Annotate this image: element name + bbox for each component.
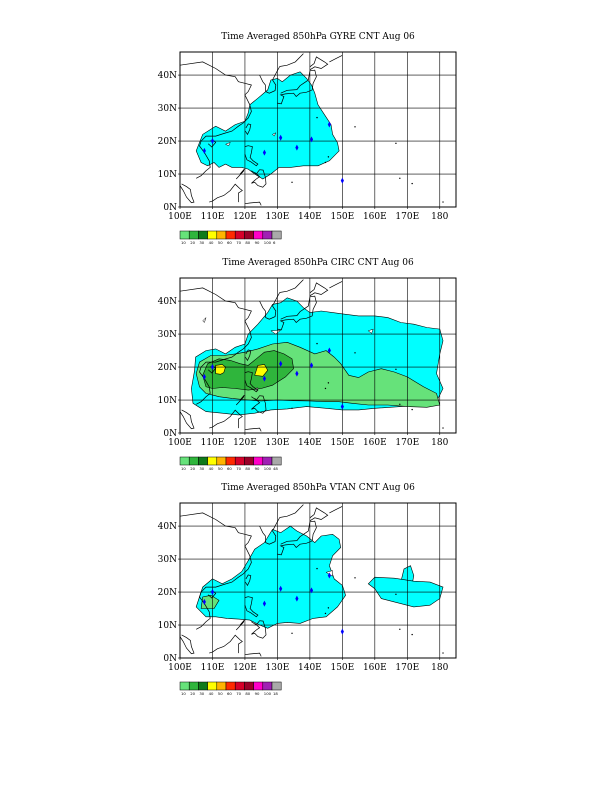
colorbar-label: 50 [217,240,223,245]
colorbar-swatch [180,457,189,465]
island [399,404,400,405]
colorbar-label: 40 [208,466,214,471]
lon-tick-label: 130E [265,438,290,448]
island [291,182,292,183]
lon-tick-label: 110E [200,212,225,222]
colorbar-swatch [198,231,207,239]
island [395,143,396,144]
lat-tick-label: 20N [157,588,177,599]
colorbar-swatch [244,231,253,239]
colorbar-swatch [226,457,235,465]
island [411,409,412,410]
colorbar-swatch [198,682,207,690]
colorbar-label: 10 [181,691,186,696]
colorbar-swatch [198,457,207,465]
shaded-region-yellow [216,364,226,374]
lon-tick-label: 110E [200,663,225,673]
lon-tick-label: 160E [362,438,387,448]
colorbar-swatch [235,231,244,239]
island [325,162,326,163]
colorbar-label: 50 [217,691,223,696]
colorbar-label: 80 [245,240,251,245]
lon-tick-label: 160E [362,212,387,222]
island [291,633,292,634]
colorbar-swatch [208,457,217,465]
island [291,408,292,409]
lon-tick-label: 110E [200,438,225,448]
map-panel-3 [158,503,456,696]
colorbar [180,231,281,245]
colorbar-label: 30 [199,691,205,696]
island [325,613,326,614]
lat-tick-label: 40N [157,297,177,308]
lon-tick-label: 120E [233,663,257,673]
colorbar-label: 10 [181,240,186,245]
lat-tick-label: 0N [163,429,177,439]
lat-tick-label: 10N [157,396,177,407]
colorbar-label: 60 [227,691,232,696]
lat-tick-label: 10N [157,170,177,181]
colorbar-label: 30 [199,240,205,245]
colorbar-label: 20 [190,691,196,696]
lon-tick-label: 130E [265,663,290,673]
colorbar-label: 60 [227,466,232,471]
colorbar-label: 30 [199,466,205,471]
colorbar-label: 20 [190,240,196,245]
colorbar-label: 60 [227,240,232,245]
lon-tick-label: 180 [431,663,449,673]
colorbar-label: 10 [181,466,186,471]
colorbar-label: 100 [263,691,272,696]
map-panel-1 [158,52,456,245]
colorbar-label: 90 [254,691,260,696]
colorbar-swatch [189,457,198,465]
lon-tick-label: 140E [298,212,322,222]
colorbar [180,682,281,696]
lon-tick-label: 160E [362,663,387,673]
lat-tick-label: 20N [157,363,177,374]
island [442,652,443,653]
colorbar-swatch [226,682,235,690]
island [316,568,317,569]
lon-tick-label: 140E [298,663,322,673]
lat-tick-label: 20N [157,137,177,148]
island [442,201,443,202]
colorbar-label: 6 [273,240,276,245]
colorbar-label: 100 [263,466,272,471]
colorbar-swatch [254,231,263,239]
lat-tick-label: 10N [157,621,177,632]
colorbar-label: 40 [208,691,214,696]
lon-tick-label: 100E [168,212,192,222]
colorbar-swatch [208,682,217,690]
colorbar-swatch [226,231,235,239]
lat-tick-label: 40N [157,522,177,533]
island [411,183,412,184]
island [316,343,317,344]
island [354,126,355,127]
island [395,369,396,370]
colorbar-swatch [244,457,253,465]
lat-tick-label: 30N [157,555,177,566]
lon-tick-label: 120E [233,212,257,222]
colorbar-swatch [263,457,272,465]
map-panel-2 [158,278,456,471]
lon-tick-label: 130E [265,212,290,222]
lon-tick-label: 150E [330,212,355,222]
island [328,382,329,383]
lat-tick-label: 30N [157,104,177,115]
colorbar-label: 18 [273,691,278,696]
island [395,594,396,595]
colorbar-label: 48 [273,466,278,471]
island [328,607,329,608]
colorbar-swatch [235,682,244,690]
colorbar-label: 70 [236,691,242,696]
lon-tick-label: 170E [395,438,420,448]
lat-tick-label: 0N [163,203,177,213]
lat-tick-label: 0N [163,654,177,664]
island [354,352,355,353]
island [325,388,326,389]
colorbar-swatch [189,682,198,690]
colorbar-label: 40 [208,240,214,245]
colorbar-swatch [263,682,272,690]
colorbar-label: 90 [254,466,260,471]
island [399,178,400,179]
colorbar-label: 50 [217,466,223,471]
colorbar-swatch [244,682,253,690]
colorbar-label: 80 [245,466,251,471]
colorbar-swatch [208,231,217,239]
lat-tick-label: 30N [157,330,177,341]
lon-tick-label: 180 [431,438,449,448]
colorbar-swatch [235,457,244,465]
colorbar-swatch [263,231,272,239]
lon-tick-label: 100E [168,663,192,673]
lon-tick-label: 170E [395,663,420,673]
colorbar-swatch [217,457,226,465]
lon-tick-label: 170E [395,212,420,222]
colorbar-swatch [254,457,263,465]
colorbar-swatch [254,682,263,690]
colorbar-label: 70 [236,466,242,471]
colorbar-swatch [217,231,226,239]
colorbar-label: 80 [245,691,251,696]
colorbar-label: 100 [263,240,272,245]
island [328,156,329,157]
island [354,577,355,578]
colorbar-swatch [189,231,198,239]
island [316,117,317,118]
panel-title: Time Averaged 850hPa VTAN CNT Aug 06 [221,483,415,493]
panel-title: Time Averaged 850hPa CIRC CNT Aug 06 [222,258,414,268]
colorbar-swatch [272,457,281,465]
colorbar-swatch [180,682,189,690]
island [399,629,400,630]
colorbar [180,457,281,471]
lon-tick-label: 150E [330,438,355,448]
colorbar-swatch [272,682,281,690]
colorbar-label: 70 [236,240,242,245]
lon-tick-label: 140E [298,438,322,448]
colorbar-swatch [272,231,281,239]
lon-tick-label: 100E [168,438,192,448]
lon-tick-label: 150E [330,663,355,673]
lon-tick-label: 180 [431,212,449,222]
colorbar-label: 20 [190,466,196,471]
panel-title: Time Averaged 850hPa GYRE CNT Aug 06 [221,32,415,42]
island [411,634,412,635]
island [442,427,443,428]
lat-tick-label: 40N [157,71,177,82]
colorbar-swatch [217,682,226,690]
colorbar-label: 90 [254,240,260,245]
colorbar-swatch [180,231,189,239]
lon-tick-label: 120E [233,438,257,448]
